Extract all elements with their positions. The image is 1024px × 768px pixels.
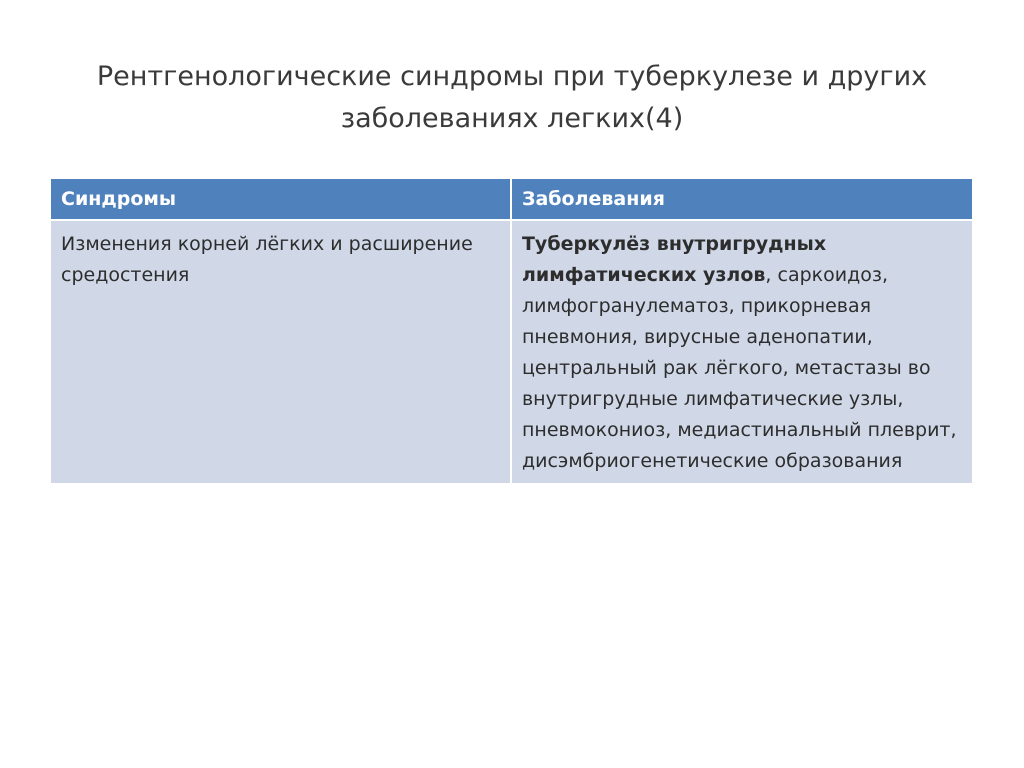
header-syndromes: Синдромы bbox=[51, 179, 511, 220]
syndromes-table bbox=[51, 179, 972, 483]
slide-title bbox=[60, 56, 964, 140]
table-header-row bbox=[51, 179, 972, 220]
table-row bbox=[51, 220, 972, 483]
diseases-cell-bold-text: Туберкулёз внутригрудных лимфатических узлов bbox=[521, 233, 827, 286]
slide-title-line-2: заболеваниях легких(4) bbox=[340, 103, 684, 134]
diseases-cell bbox=[511, 220, 972, 483]
syndrome-cell: Изменения корней лёгких и расширение средостения bbox=[51, 220, 511, 483]
diseases-cell-text: , саркоидоз, лимфогранулематоз, прикорневая пневмония, вирусные аденопатии, центральный рак лёгкого, метастазы во внутригрудные лимфатические узлы, пневмокониоз, медиастинальный плеврит, дисэмбриогенетические образования bbox=[521, 264, 957, 472]
slide-title-line-1: Рентгенологические синдромы при туберкулезе и других bbox=[96, 61, 928, 92]
header-diseases: Заболевания bbox=[511, 179, 972, 220]
